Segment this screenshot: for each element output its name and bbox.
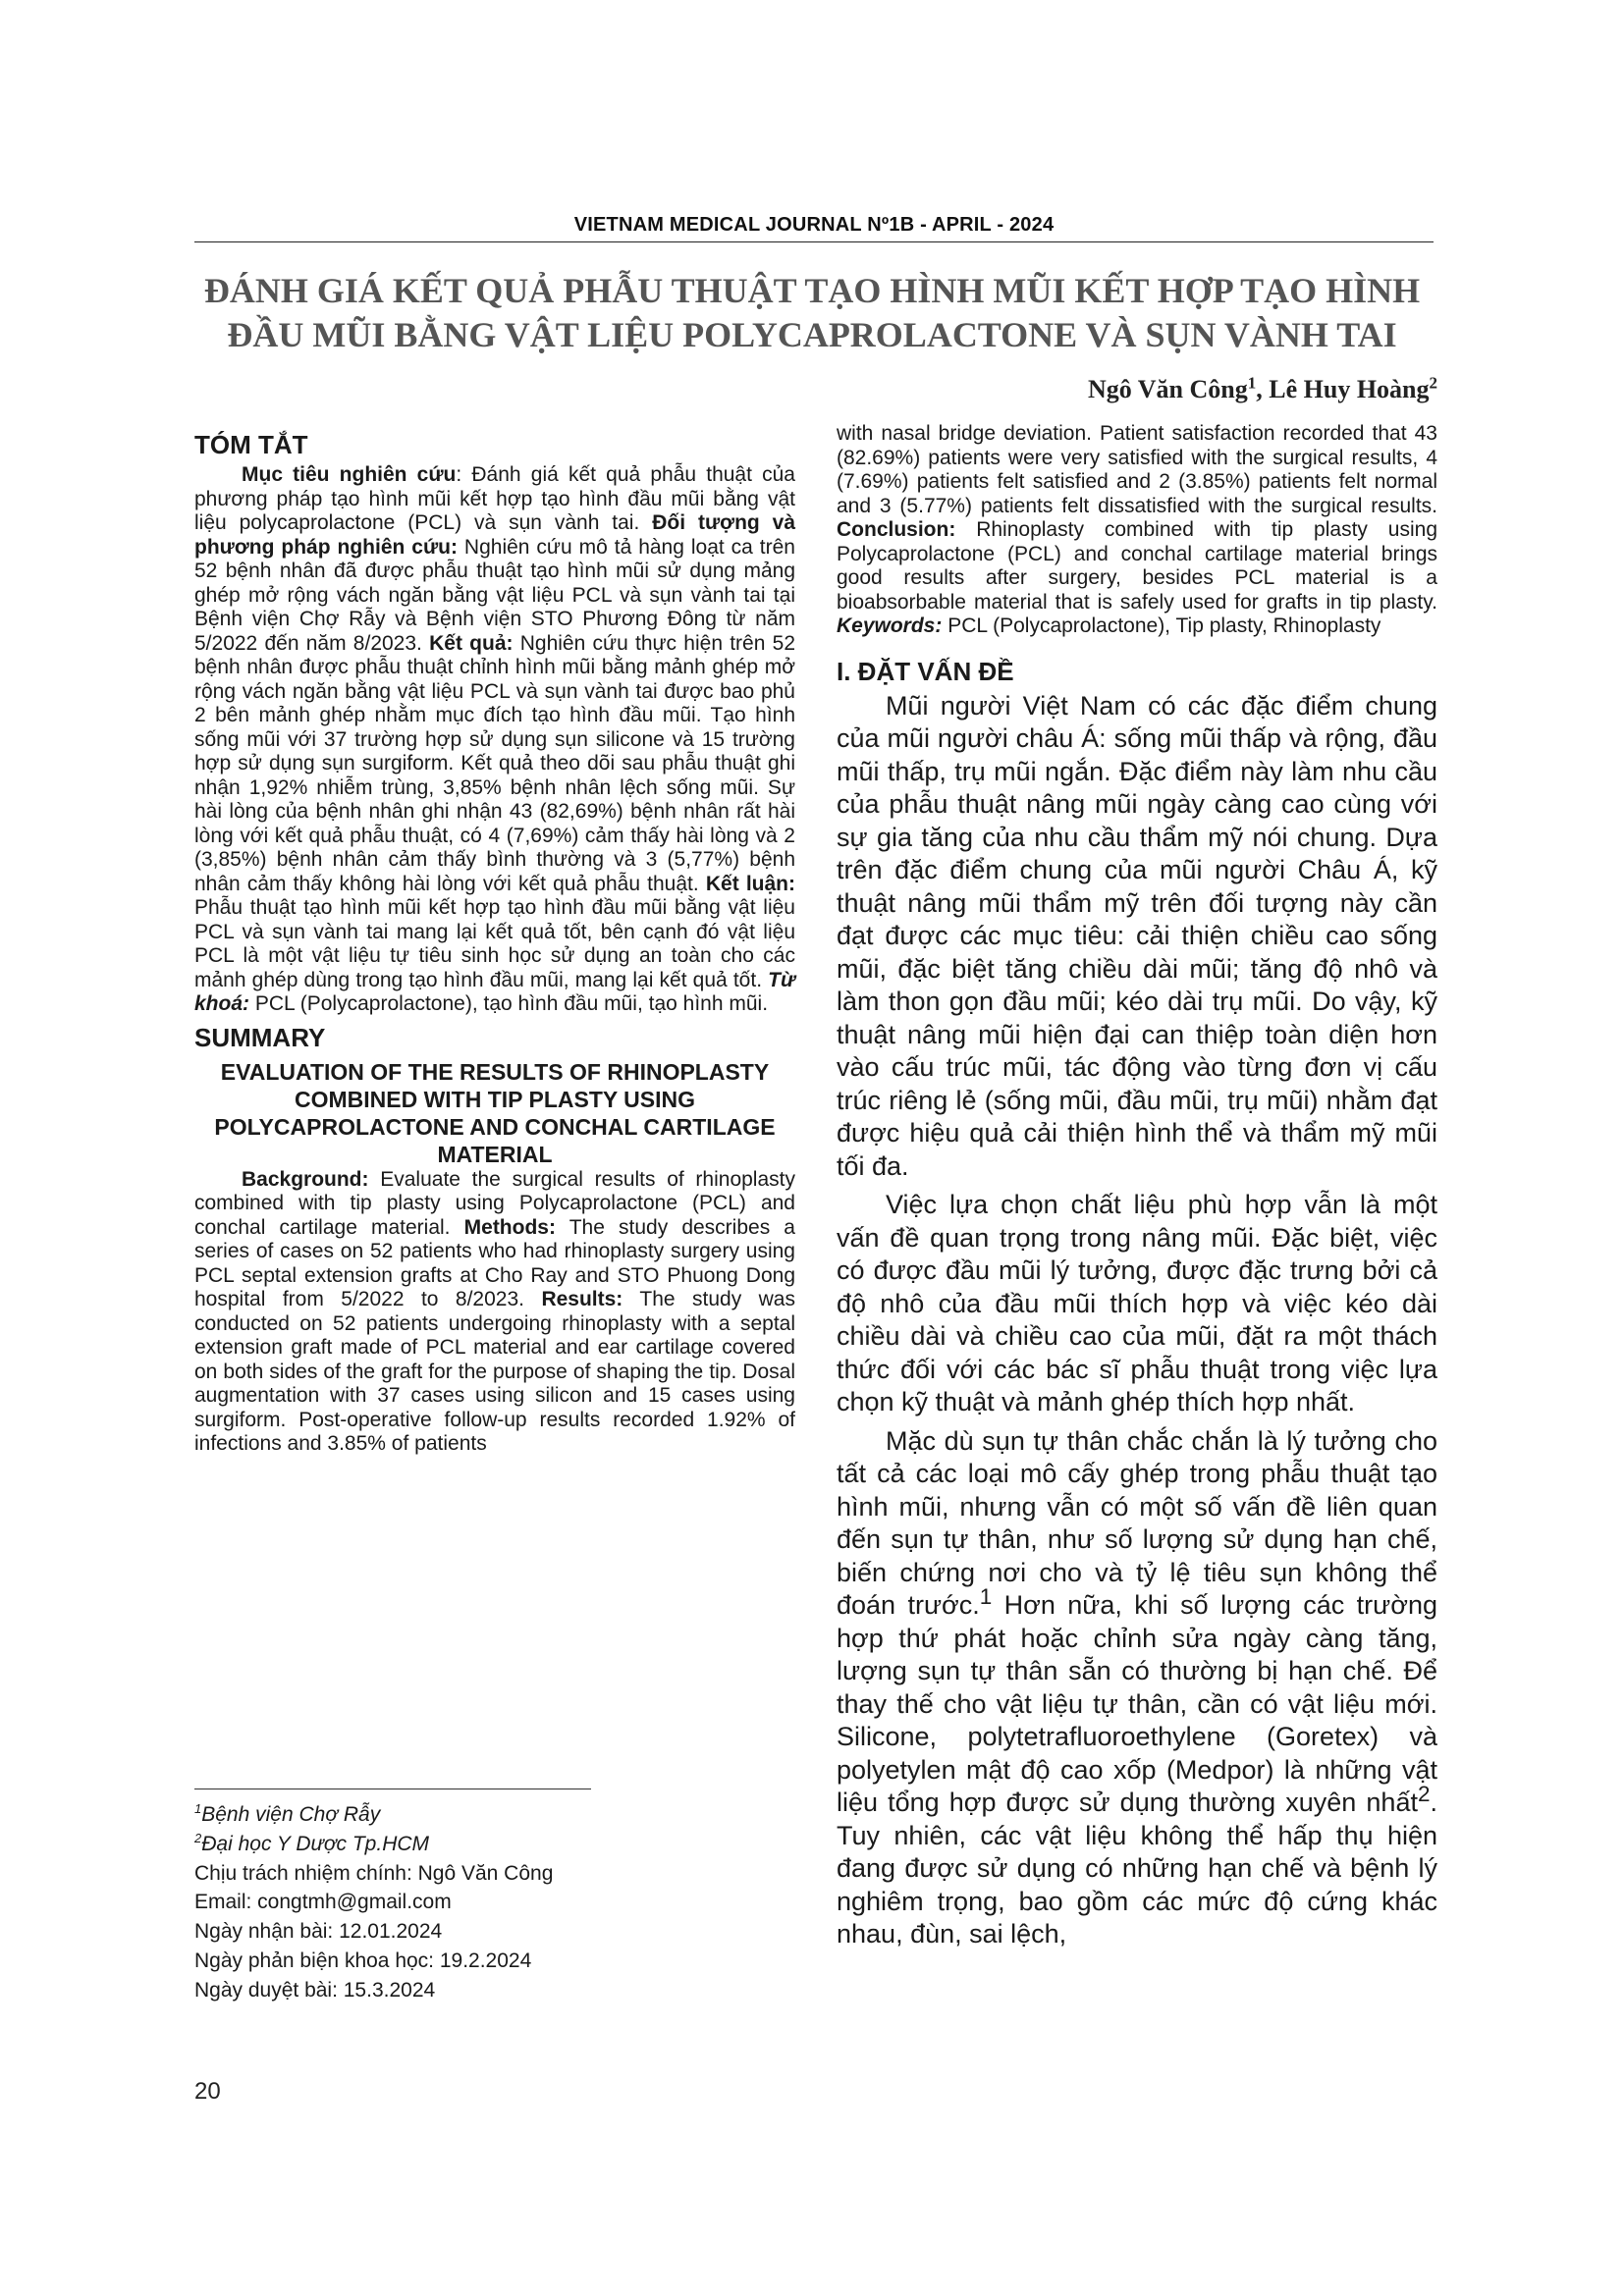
date-received: Ngày nhận bài: 12.01.2024 — [194, 1920, 443, 1944]
header-rule — [194, 241, 1434, 242]
footnote-affiliation-1 — [194, 1800, 784, 1830]
journal-header: VIETNAM MEDICAL JOURNAL Nº1B - APRIL - 2024 — [573, 214, 1055, 236]
left-column — [194, 422, 795, 1457]
results-label: Results: — [541, 1288, 623, 1310]
ketluan-label: Kết luận: — [705, 872, 796, 895]
article-title — [147, 269, 1477, 357]
contact-email: Email: congtmh@gmail.com — [194, 1891, 452, 1914]
doituong-label: Đối tượng và phương pháp nghiên cứu: — [194, 511, 795, 559]
ketqua-label: Kết quả: — [429, 631, 514, 655]
methods-text: The study describes a series of cases on 52 patients who had rhinoplasty surgery using PCL septal extension grafts at Cho Ray and STO Phuong Dong hospital from 5/2022 to 8/2023. — [194, 1215, 795, 1310]
intro-paragraph-2: Việc lựa chọn chất liệu phù hợp vẫn là một vấn đề quan trọng trong nâng mũi. Đặc biệt, việc có được đầu mũi lý tưởng, được đặc trưng bởi cả độ nhô của đầu mũi thích hợp và việc kéo dài chiều dài và chiều cao của mũi, đặt ra một thách thức đối với các bác sĩ phẫu thuật trong việc lựa chọn kỹ thuật và mảnh ghép thích hợp nhất. — [837, 1190, 1437, 1416]
citation-2: 2 — [1417, 1782, 1431, 1806]
footnote-1-text: Bệnh viện Chợ Rẫy — [201, 1803, 381, 1826]
footnote-1-marker: 1 — [194, 1801, 202, 1816]
ketqua-text: Nghiên cứu thực hiện trên 52 bệnh nhân được phẫu thuật chỉnh hình mũi bằng mảnh ghép mở rộng vách ngăn bằng vật liệu PCL và sụn vành tai được bao phủ 2 bên mảnh ghép nhằm mục đích tạo hình đầu mũi. Tạo hình sống mũi với 37 trường hợp sử dụng sụn silicone và 15 trường hợp sử dụng sụn surgiform. Kết quả theo dõi sau phẫu thuật ghi nhận 1,92% nhiễm trùng, 3,85% bệnh nhân lệch sống mũi. Sự hài lòng của bệnh nhân ghi nhận 43 (82,69%) bệnh nhân rất hài lòng với kết quả phẫu thuật, có 4 (7,69%) cảm thấy hài lòng và 2 (3,85%) bệnh nhân cảm thấy bình thường và 3 (5,77%) bệnh nhân cảm thấy không hài lòng với kết quả phẫu thuật. — [194, 631, 795, 895]
keywords-label: Keywords: — [837, 614, 943, 637]
citation-1: 1 — [979, 1584, 993, 1609]
tukhoa-label: Từ khoá: — [194, 968, 795, 1015]
authors — [1088, 375, 1437, 404]
footnote-2-text: Đại học Y Dược Tp.HCM — [201, 1832, 430, 1855]
intro-p3-part1: Mặc dù sụn tự thân chắc chắn là lý tưởng cho tất cả các loại mô cấy ghép trong phẫu thuật tạo hình mũi, nhưng vẫn có một số vấn đề liên quan đến sụn tự thân, như số lượng sử dụng hạn chế, biến chứng nơi cho và tỷ lệ tiêu sụn không thể đoán trước. — [837, 1425, 1437, 1620]
footnote-2-marker: 2 — [194, 1830, 202, 1845]
author-separator: , — [1256, 375, 1270, 403]
section-1-body — [837, 690, 1437, 1951]
summary-abstract-part1 — [194, 1168, 795, 1457]
author-2-affiliation: 2 — [1429, 373, 1437, 393]
author-1: Ngô Văn Công — [1087, 375, 1248, 403]
responsible-author: Chịu trách nhiệm chính: Ngô Văn Công — [194, 1861, 554, 1885]
tomtat-abstract — [194, 463, 795, 1017]
tukhoa-text: PCL (Polycaprolactone), tạo hình đầu mũi, tạo hình mũi. — [249, 992, 769, 1015]
methods-label: Methods: — [463, 1215, 556, 1239]
page-number: 20 — [194, 2078, 221, 2105]
author-2: Lê Huy Hoàng — [1269, 375, 1430, 403]
muctieu-label: Mục tiêu nghiên cứu — [242, 463, 457, 486]
muctieu-text: : Đánh giá kết quả phẫu thuật của phương pháp tạo hình mũi kết hợp tạo hình đầu mũi bằng vật liệu polycaprolactone (PCL) và sụn vành tai. — [194, 463, 795, 534]
footnotes — [194, 1800, 784, 2005]
results-text-right: with nasal bridge deviation. Patient satisfaction recorded that 43 (82.69%) patients were very satisfied with the surgical results, 4 (7.69%) patients felt satisfied and 2 (3.85%) patients felt normal and 3 (5.77%) patients felt dissatisfied with the surgical results. — [837, 422, 1437, 517]
title-line-1: ĐÁNH GIÁ KẾT QUẢ PHẪU THUẬT TẠO HÌNH MŨI KẾT HỢP TẠO HÌNH — [203, 271, 1421, 310]
conclusion-text: Rhinoplasty combined with tip plasty using Polycaprolactone (PCL) and conchal cartilage material brings good results after surgery, besides PCL material is a bioabsorbable material that is safely used for grafts in tip plasty. — [837, 518, 1437, 614]
intro-p3-part3: . Tuy nhiên, các vật liệu không thể hấp thụ hiện đang được sử dụng có những hạn chế và bệnh lý nghiêm trọng, bao gồm các mức độ cứng khác nhau, đùn, sai lệch, — [837, 1788, 1437, 1949]
summary-title: EVALUATION OF THE RESULTS OF RHINOPLASTY COMBINED WITH TIP PLASTY USING POLYCAPROLACTONE AND CONCHAL CARTILAGE MATERIAL — [214, 1058, 776, 1167]
summary-abstract-part2 — [837, 422, 1437, 639]
ketluan-text: Phẫu thuật tạo hình mũi kết hợp tạo hình đầu mũi bằng vật liệu PCL và sụn vành tai mang lại kết quả tốt, bên cạnh đó vật liệu PCL là một vật liệu tự tiêu sinh học sử dụng an toàn cho các mảnh ghép dùng trong tạo hình đầu mũi, mang lại kết quả tốt. — [194, 896, 795, 991]
author-1-affiliation: 1 — [1247, 373, 1257, 393]
tomtat-heading: TÓM TẮT — [194, 430, 308, 459]
results-text-left: The study was conducted on 52 patients undergoing rhinoplasty with a septal extension graft made of PCL material and ear cartilage covered on both sides of the graft for the purpose of shaping the tip. Dosal augmentation with 37 cases using silicon and 15 cases using surgiform. Post-operative follow-up results recorded 1.92% of infections and 3.85% of patients — [194, 1288, 795, 1455]
date-reviewed: Ngày phản biện khoa học: 19.2.2024 — [194, 1949, 532, 1972]
summary-heading: SUMMARY — [194, 1022, 326, 1052]
intro-p3-part2: Hơn nữa, khi số lượng các trường hợp thứ phát hoặc chỉnh sửa ngày càng tăng, lượng sụn tự thân sẵn có thường bị hạn chế. Để thay thế cho vật liệu tự thân, cần có vật liệu mới. Silicone, polytetrafluoroethylene (Goretex) và polyetylen mật độ cao xốp (Medpor) là những vật liệu tổng hợp được sử dụng thường xuyên nhất — [837, 1590, 1437, 1817]
section-1-heading: I. ĐẶT VẤN ĐỀ — [837, 656, 1014, 686]
background-label: Background: — [242, 1167, 369, 1191]
background-text: Evaluate the surgical results of rhinoplasty combined with tip plasty using Polycaprolactone (PCL) and conchal cartilage material. — [194, 1167, 795, 1239]
intro-paragraph-1: Mũi người Việt Nam có các đặc điểm chung của mũi người châu Á: sống mũi thấp và rộng, đầu mũi thấp, trụ mũi ngắn. Đặc điểm này làm nhu cầu của phẫu thuật nâng mũi ngày càng cao cùng với sự gia tăng của nhu cầu thẩm mỹ nói chung. Dựa trên đặc điểm chung của mũi người Châu Á, kỹ thuật nâng mũi thẩm mỹ trên đối tượng này cần đạt được các mục tiêu: cải thiện chiều cao sống mũi, đặc biệt tăng chiều dài mũi; tăng độ nhô và làm thon gọn đầu mũi; kéo dài trụ mũi. Do vậy, kỹ thuật nâng mũi hiện đại can thiệp toàn diện hơn vào cấu trúc mũi, tác động vào từng đơn vị cấu trúc riêng lẻ (sống mũi, đầu mũi, trụ mũi) nhằm đạt được hiệu quả cải thiện hình thể và thẩm mỹ mũi tối đa. — [837, 690, 1437, 1181]
title-line-2: ĐẦU MŨI BẰNG VẬT LIỆU POLYCAPROLACTONE VÀ SỤN VÀNH TAI — [227, 315, 1397, 354]
doituong-text: Nghiên cứu mô tả hàng loạt ca trên 52 bệnh nhân đã được phẫu thuật tạo hình mũi sử dụng mảng ghép mở rộng vách ngăn bằng vật liệu PCL và sụn vành tai tại Bệnh viện Chợ Rẫy và Bệnh viện STO Phương Đông từ năm 5/2022 đến năm 8/2023. — [194, 535, 795, 655]
conclusion-label: Conclusion: — [837, 518, 956, 541]
keywords-text: PCL (Polycaprolactone), Tip plasty, Rhinoplasty — [942, 614, 1381, 637]
right-column — [837, 422, 1437, 1951]
footnote-affiliation-2 — [194, 1830, 784, 1859]
intro-paragraph-3 — [837, 1425, 1437, 1951]
date-accepted: Ngày duyệt bài: 15.3.2024 — [194, 1978, 436, 2002]
